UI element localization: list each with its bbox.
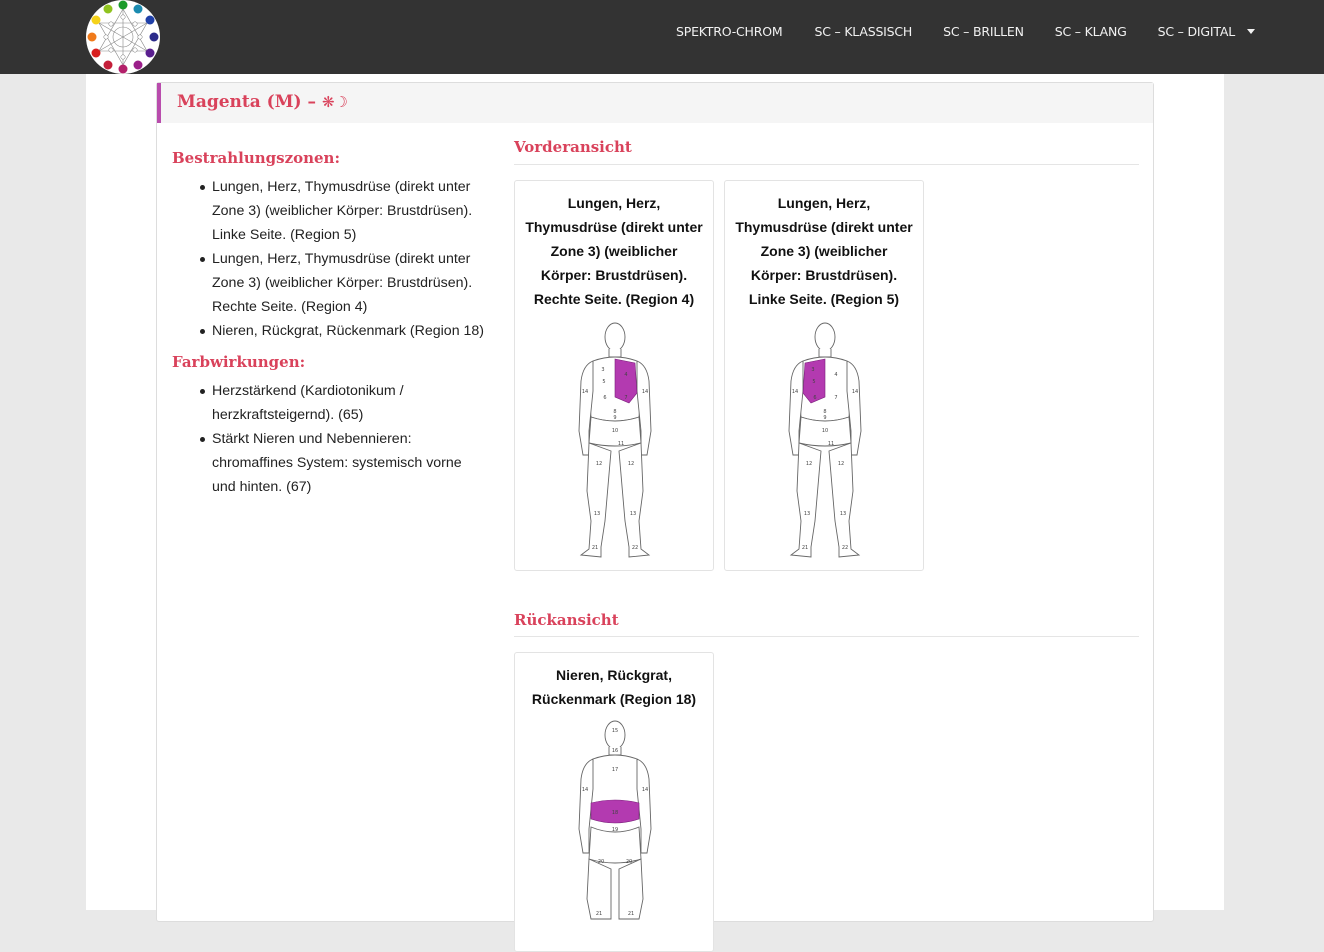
svg-text:11: 11 bbox=[827, 441, 835, 447]
effect-text: herzkraftsteigernd). (65) bbox=[212, 407, 364, 423]
svg-text:13: 13 bbox=[803, 511, 811, 517]
list-item bbox=[172, 247, 492, 319]
zones-list bbox=[172, 175, 492, 343]
svg-text:9: 9 bbox=[823, 415, 827, 421]
list-item bbox=[172, 175, 492, 247]
logo-color-wheel[interactable] bbox=[84, 0, 162, 74]
effects-heading: Farbwirkungen: bbox=[172, 353, 306, 371]
svg-text:20: 20 bbox=[597, 859, 605, 865]
list-item bbox=[172, 427, 492, 499]
nav-sc-digital[interactable] bbox=[1158, 24, 1255, 39]
svg-text:9: 9 bbox=[613, 415, 617, 421]
svg-text:12: 12 bbox=[627, 461, 635, 467]
svg-text:7: 7 bbox=[624, 395, 628, 401]
svg-text:14: 14 bbox=[851, 389, 859, 395]
effect-text: Herzstärkend (Kardiotonikum / bbox=[212, 383, 404, 399]
sun-moon-icon: ❋☽ bbox=[321, 93, 348, 111]
svg-text:6: 6 bbox=[603, 395, 607, 401]
zone-text: Lungen, Herz, Thymusdrüse (direkt unter bbox=[212, 179, 471, 195]
svg-text:12: 12 bbox=[837, 461, 845, 467]
nav-sc-digital-label: SC – DIGITAL bbox=[1157, 24, 1235, 39]
svg-text:13: 13 bbox=[593, 511, 601, 517]
zone-card-region-5[interactable] bbox=[724, 180, 924, 571]
svg-text:13: 13 bbox=[839, 511, 847, 517]
list-item bbox=[172, 379, 492, 427]
svg-text:5: 5 bbox=[602, 379, 606, 385]
svg-text:11: 11 bbox=[617, 441, 625, 447]
svg-text:6: 6 bbox=[813, 395, 817, 401]
card-caption: Nieren, Rückgrat, Rückenmark (Region 18) bbox=[531, 667, 697, 707]
nav-spektro-chrom[interactable]: SPEKTRO-CHROM bbox=[676, 24, 783, 39]
effect-text: Stärkt Nieren und Nebennieren: bbox=[212, 431, 412, 447]
svg-text:17: 17 bbox=[611, 767, 619, 773]
divider bbox=[514, 164, 1139, 165]
card-caption: Lungen, Herz, Thymusdrüse (direkt unter Zone 3) (weiblicher Körper: Brustdrüsen). Rechte Seite. (Region 4) bbox=[525, 195, 703, 307]
svg-text:14: 14 bbox=[581, 787, 589, 793]
svg-text:22: 22 bbox=[841, 545, 849, 551]
nav-sc-brillen[interactable]: SC – BRILLEN bbox=[943, 24, 1024, 39]
svg-text:14: 14 bbox=[641, 389, 649, 395]
svg-text:8: 8 bbox=[613, 409, 617, 415]
card-caption: Lungen, Herz, Thymusdrüse (direkt unter Zone 3) (weiblicher Körper: Brustdrüsen). Linke Seite. (Region 5) bbox=[735, 195, 913, 307]
front-view-heading: Vorderansicht bbox=[514, 138, 632, 156]
svg-text:13: 13 bbox=[629, 511, 637, 517]
divider bbox=[514, 636, 1139, 637]
effects-list bbox=[172, 379, 492, 499]
nav-sc-klassisch[interactable]: SC – KLASSISCH bbox=[814, 24, 913, 39]
nav-sc-klang[interactable]: SC – KLANG bbox=[1054, 24, 1127, 39]
svg-text:21: 21 bbox=[627, 911, 635, 917]
body-front-figure-icon bbox=[781, 321, 869, 563]
svg-text:4: 4 bbox=[624, 372, 628, 378]
effect-text: chromaffines System: systemisch vorne bbox=[212, 455, 462, 471]
svg-text:10: 10 bbox=[611, 428, 619, 434]
zones-heading: Bestrahlungszonen: bbox=[172, 149, 340, 167]
svg-text:21: 21 bbox=[591, 545, 599, 551]
body-back-svg bbox=[571, 719, 659, 919]
top-navbar bbox=[0, 0, 1324, 74]
list-item bbox=[172, 319, 492, 343]
svg-text:5: 5 bbox=[812, 379, 816, 385]
effect-text: und hinten. (67) bbox=[212, 479, 312, 495]
zone-text: Nieren, Rückgrat, Rückenmark (Region 18) bbox=[212, 323, 485, 339]
svg-text:21: 21 bbox=[595, 911, 603, 917]
body-back-figure-icon bbox=[571, 719, 659, 919]
svg-text:18: 18 bbox=[611, 810, 619, 816]
svg-text:14: 14 bbox=[581, 389, 589, 395]
svg-text:15: 15 bbox=[611, 728, 619, 734]
svg-text:10: 10 bbox=[821, 428, 829, 434]
body-front-figure-icon bbox=[571, 321, 659, 563]
panel-heading bbox=[157, 83, 1153, 123]
zone-card-region-18[interactable] bbox=[514, 652, 714, 952]
zone-text: Rechte Seite. (Region 4) bbox=[212, 299, 368, 315]
page-title bbox=[177, 92, 348, 112]
svg-text:3: 3 bbox=[601, 367, 605, 373]
svg-text:19: 19 bbox=[611, 827, 619, 833]
svg-text:3: 3 bbox=[811, 367, 815, 373]
content-panel bbox=[156, 82, 1154, 922]
svg-text:8: 8 bbox=[823, 409, 827, 415]
caret-down-icon bbox=[1247, 29, 1255, 34]
svg-text:14: 14 bbox=[791, 389, 799, 395]
body-front-svg bbox=[781, 321, 869, 563]
svg-text:16: 16 bbox=[611, 748, 619, 754]
svg-text:4: 4 bbox=[834, 372, 838, 378]
svg-text:7: 7 bbox=[834, 395, 838, 401]
zone-text: Zone 3) (weiblicher Körper: Brustdrüsen). bbox=[212, 275, 473, 291]
zone-text: Zone 3) (weiblicher Körper: Brustdrüsen). bbox=[212, 203, 473, 219]
main-nav bbox=[676, 24, 1255, 39]
svg-text:21: 21 bbox=[801, 545, 809, 551]
svg-text:14: 14 bbox=[641, 787, 649, 793]
zone-card-region-4[interactable] bbox=[514, 180, 714, 571]
zone-text: Lungen, Herz, Thymusdrüse (direkt unter bbox=[212, 251, 471, 267]
svg-text:12: 12 bbox=[595, 461, 603, 467]
back-view-heading: Rückansicht bbox=[514, 611, 619, 629]
body-front-svg bbox=[571, 321, 659, 563]
page-title-text: Magenta (M) – bbox=[177, 92, 317, 112]
svg-text:22: 22 bbox=[631, 545, 639, 551]
svg-text:20: 20 bbox=[625, 859, 633, 865]
zone-text: Linke Seite. (Region 5) bbox=[212, 227, 357, 243]
svg-text:12: 12 bbox=[805, 461, 813, 467]
